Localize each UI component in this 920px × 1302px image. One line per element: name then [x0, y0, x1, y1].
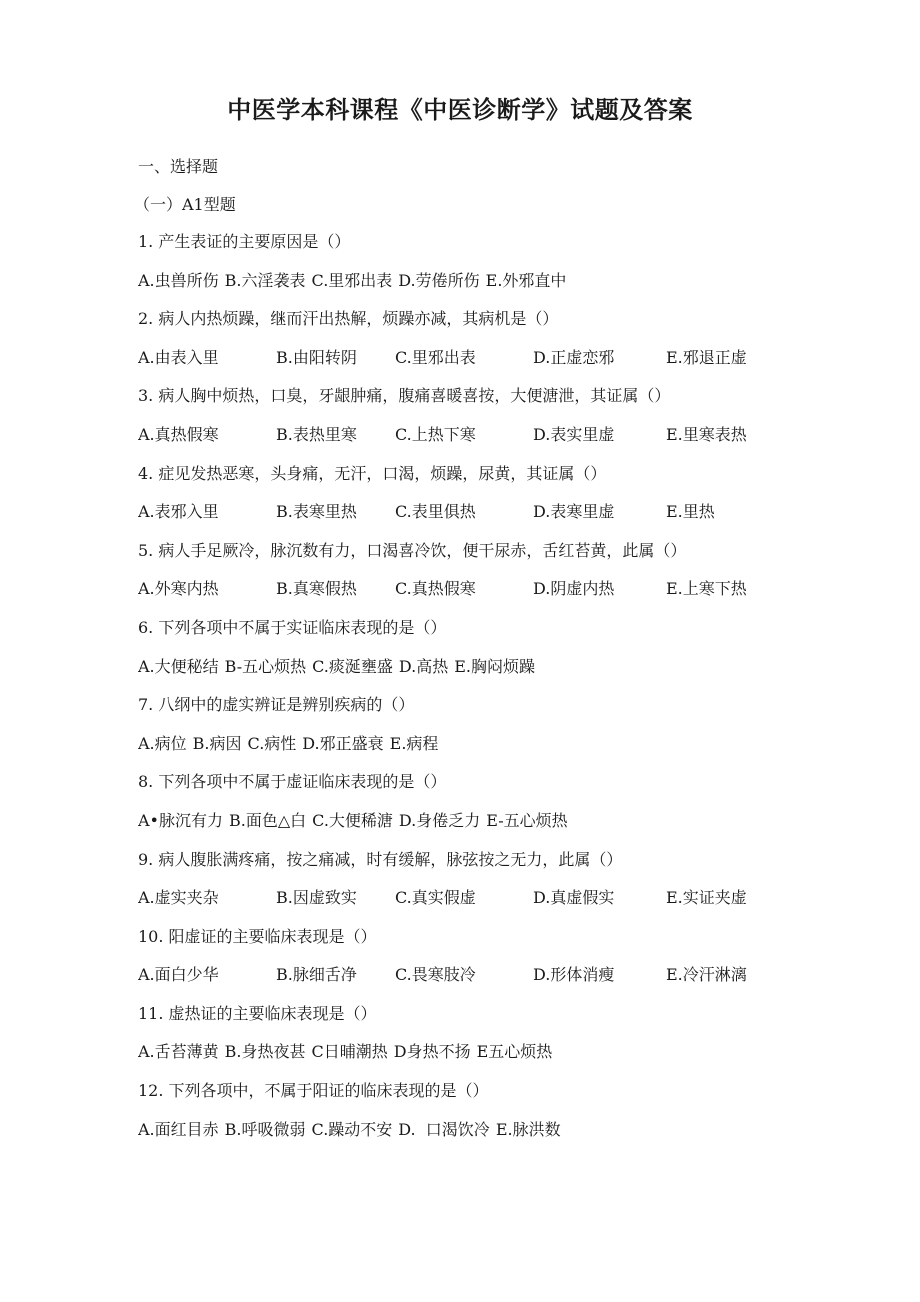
answer-option: B-五心烦热 [224, 656, 307, 676]
question-item [138, 1079, 858, 1156]
answer-option: E.上寒下热 [666, 579, 747, 599]
answer-option: E-五心烦热 [486, 810, 568, 830]
answer-option: D.正虚恋邪 [533, 347, 615, 367]
answer-option: E.脉洪数 [495, 1119, 561, 1139]
answer-option: B.表热里寒 [276, 424, 357, 444]
answer-options [138, 1118, 858, 1157]
answer-option: E五心烦热 [476, 1042, 553, 1062]
answer-options [138, 886, 858, 925]
question-item [138, 539, 858, 616]
answer-option: A•脉沉有力 [138, 810, 223, 830]
answer-option: A.真热假寒 [138, 424, 219, 444]
answer-option: B.真寒假热 [276, 579, 357, 599]
answer-option: E.里寒表热 [666, 424, 747, 444]
answer-option: D.身倦乏力 [398, 810, 481, 830]
answer-option: E.实证夹虚 [666, 888, 747, 908]
answer-options [138, 346, 858, 385]
answer-option: D.阴虚内热 [533, 579, 615, 599]
answer-option: D.高热 [398, 656, 449, 676]
answer-option: B.身热夜甚 [224, 1042, 306, 1062]
question-item [138, 693, 858, 770]
answer-option: B.六淫袭表 [224, 270, 306, 290]
answer-option: C.真实假虚 [395, 888, 476, 908]
answer-options [138, 732, 858, 771]
question-item [138, 384, 858, 461]
answer-options [138, 963, 858, 1002]
answer-options [138, 500, 858, 539]
answer-option: D.真虚假实 [533, 888, 615, 908]
answer-option: A.表邪入里 [138, 502, 219, 522]
question-item [138, 925, 858, 1002]
answer-option: E.胸闷烦躁 [454, 656, 536, 676]
answer-option: C.里邪出表 [395, 347, 476, 367]
answer-options [138, 423, 858, 462]
answer-option: E.冷汗淋漓 [666, 965, 747, 985]
answer-option: E.外邪直中 [485, 270, 567, 290]
answer-option: D.形体消瘦 [533, 965, 615, 985]
answer-option: E.里热 [666, 502, 715, 522]
answer-option: B.呼吸微弱 [224, 1119, 306, 1139]
answer-option: E.邪退正虚 [666, 347, 747, 367]
answer-option: D.表实里虚 [533, 424, 615, 444]
answer-option: C.病性 [247, 733, 297, 753]
question-stem: 7. 八纲中的虚实辨证是辨别疾病的（） [138, 695, 415, 715]
answer-option: C.畏寒肢冷 [395, 965, 476, 985]
answer-option: A.虚实夹杂 [138, 888, 219, 908]
answer-option: E.病程 [389, 733, 439, 753]
answer-option: B.病因 [192, 733, 242, 753]
answer-option: C.上热下寒 [395, 424, 476, 444]
answer-option: C.大便稀溏 [312, 810, 393, 830]
question-item [138, 616, 858, 693]
answer-option: B.因虚致实 [276, 888, 357, 908]
question-stem: 3. 病人胸中烦热，口臭，牙龈肿痛，腹痛喜暖喜按，大便溏泄，其证属（） [138, 386, 671, 406]
answer-options [138, 809, 858, 848]
question-item [138, 770, 858, 847]
answer-option: A.大便秘结 [138, 656, 219, 676]
question-stem: 4. 症见发热恶寒，头身痛，无汗，口渴，烦躁，尿黄，其证属（） [138, 463, 607, 483]
answer-option: B.表寒里热 [276, 502, 357, 522]
answer-options [138, 269, 858, 308]
answer-option: D. 口渴饮冷 [398, 1119, 490, 1139]
section-heading: 一、选择题 [138, 157, 219, 176]
question-item [138, 307, 858, 384]
question-stem: 10. 阳虚证的主要临床表现是（） [138, 926, 377, 946]
question-stem: 6. 下列各项中不属于实证临床表现的是（） [138, 617, 447, 637]
question-stem: 9. 病人腹胀满疼痛，按之痛减，时有缓解，脉弦按之无力，此属（） [138, 849, 623, 869]
question-stem: 1. 产生表证的主要原因是（） [138, 232, 351, 251]
answer-option: C.躁动不安 [311, 1119, 393, 1139]
document-title: 中医学本科课程《中医诊断学》试题及答案 [227, 96, 693, 124]
answer-option: A.由表入里 [138, 347, 219, 367]
question-stem: 2. 病人内热烦躁，继而汗出热解，烦躁亦减，其病机是（） [138, 309, 559, 329]
answer-option: A.舌苔薄黄 [138, 1042, 219, 1062]
sub-heading: （一）A1型题 [134, 195, 236, 214]
answer-options [138, 655, 858, 694]
answer-option: C.痰涎壅盛 [312, 656, 393, 676]
answer-option: D.表寒里虚 [533, 502, 615, 522]
answer-option: C日晡潮热 [311, 1042, 388, 1062]
answer-options [138, 577, 858, 616]
answer-options [138, 1040, 858, 1079]
question-item [138, 1002, 858, 1079]
answer-option: D.邪正盛衰 [302, 733, 384, 753]
question-item [138, 848, 858, 925]
answer-option: A.面红目赤 [138, 1119, 219, 1139]
answer-option: B.由阳转阴 [276, 347, 357, 367]
question-item [138, 230, 858, 307]
answer-option: C.真热假寒 [395, 579, 476, 599]
answer-option: D身热不扬 [393, 1042, 471, 1062]
question-stem: 11. 虚热证的主要临床表现是（） [138, 1003, 377, 1023]
answer-option: D.劳倦所伤 [398, 270, 480, 290]
answer-option: C.表里俱热 [395, 502, 476, 522]
question-item [138, 462, 858, 539]
question-list [138, 230, 858, 1156]
answer-option: A.面白少华 [138, 965, 219, 985]
question-stem: 5. 病人手足厥冷，脉沉数有力，口渴喜冷饮，便干尿赤，舌红苔黄，此属（） [138, 540, 687, 560]
question-stem: 12. 下列各项中，不属于阳证的临床表现的是（） [138, 1081, 489, 1101]
answer-option: A.病位 [138, 733, 187, 753]
answer-option: A.外寒内热 [138, 579, 219, 599]
answer-option: B.面色△白 [229, 810, 307, 830]
answer-option: B.脉细舌净 [276, 965, 357, 985]
question-stem: 8. 下列各项中不属于虚证临床表现的是（） [138, 772, 447, 792]
answer-option: C.里邪出表 [311, 270, 393, 290]
answer-option: A.虫兽所伤 [138, 270, 219, 290]
